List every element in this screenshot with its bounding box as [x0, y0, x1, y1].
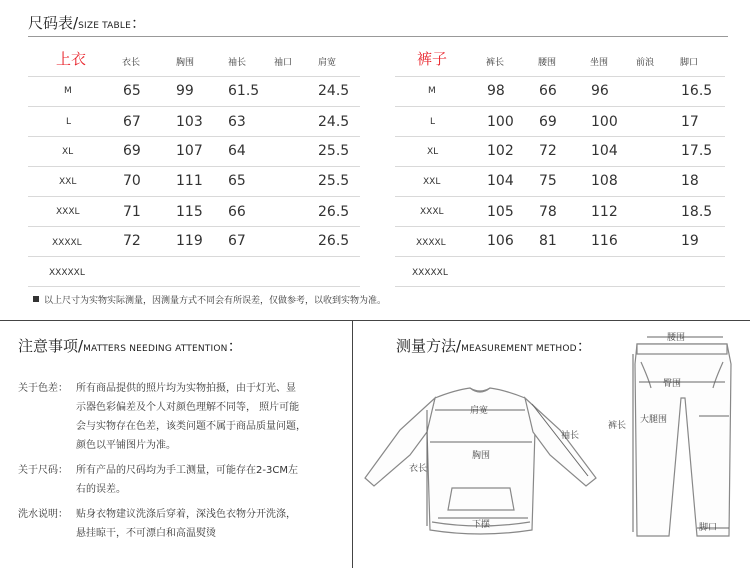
top-value-cell: 24.5: [318, 83, 350, 99]
top-value-cell: 71: [123, 204, 141, 220]
pants-size-cell: XL: [427, 147, 439, 157]
row-line: [28, 226, 360, 227]
note-line: 所有商品提供的照片均为实物拍摄，由于灯光、显: [76, 383, 296, 394]
note-line: 颜色以平铺图片为准。: [76, 440, 176, 451]
pants-header-cuff: 脚口: [680, 58, 699, 68]
top-value-cell: 107: [176, 143, 203, 159]
pants-value-cell: 78: [539, 204, 557, 220]
top-value-cell: 25.5: [318, 173, 350, 189]
note-line: 所有产品的尺码均为手工测量，可能存在2-3CM左: [76, 465, 298, 476]
size-table-footnote: 以上尺寸为实物实际测量，因测量方式不同会有所误差，仅做参考，以收到实物为准。: [44, 296, 387, 306]
pants-value-cell: 18: [681, 173, 699, 189]
pants-value-cell: 66: [539, 83, 557, 99]
row-line: [395, 286, 725, 287]
pants-cuff-label: 脚口: [699, 523, 718, 533]
pants-value-cell: 105: [487, 204, 514, 220]
pants-value-cell: 69: [539, 114, 557, 130]
measurement-title: [396, 335, 592, 356]
size-table-title-cn: 尺码表/: [28, 14, 79, 32]
pants-value-cell: 98: [487, 83, 505, 99]
pants-value-cell: 18.5: [681, 204, 713, 220]
row-line: [395, 166, 725, 167]
washing-text: [76, 505, 296, 543]
top-size-cell: M: [64, 86, 72, 96]
size-table-title-colon: ：: [130, 14, 146, 32]
top-value-cell: 111: [176, 173, 203, 189]
size-note-label: 关于尺码：: [18, 465, 68, 476]
top-value-cell: 61.5: [228, 83, 260, 99]
pants-header-length: 裤长: [486, 58, 505, 68]
top-value-cell: 26.5: [318, 233, 350, 249]
chest-label: 胸围: [472, 451, 491, 461]
pants-category-label: 裤子: [417, 50, 448, 68]
thigh-label: 大腿围: [640, 415, 668, 425]
title-divider: [28, 36, 728, 37]
top-header-cuff: 袖口: [274, 58, 293, 68]
row-line: [395, 226, 725, 227]
row-line: [395, 76, 725, 77]
top-size-cell: L: [66, 117, 72, 127]
column-divider: [352, 320, 353, 568]
attention-title-colon: ：: [227, 337, 243, 355]
shoulder-label: 肩宽: [470, 406, 489, 416]
measurement-title-colon: ：: [576, 337, 592, 355]
measurement-title-cn: 测量方法/: [396, 337, 462, 355]
row-line: [28, 106, 360, 107]
length-label: 衣长: [409, 464, 428, 474]
top-value-cell: 24.5: [318, 114, 350, 130]
pants-value-cell: 17: [681, 114, 699, 130]
row-line: [28, 76, 360, 77]
top-size-cell: XXXXXL: [49, 268, 85, 278]
pants-value-cell: 16.5: [681, 83, 713, 99]
top-value-cell: 72: [123, 233, 141, 249]
top-value-cell: 99: [176, 83, 194, 99]
washing-label: 洗水说明：: [18, 509, 68, 520]
top-value-cell: 115: [176, 204, 203, 220]
note-line: 右的误差。: [76, 484, 126, 495]
pants-header-hip: 坐围: [590, 58, 609, 68]
note-line: 悬挂晾干，不可漂白和高温熨烫: [76, 528, 216, 539]
pants-value-cell: 96: [591, 83, 609, 99]
attention-title-en: MATTERS NEEDING ATTENTION: [83, 344, 228, 354]
top-size-cell: XXL: [59, 177, 77, 187]
row-line: [395, 136, 725, 137]
row-line: [28, 136, 360, 137]
pants-header-waist: 腰围: [538, 58, 557, 68]
top-value-cell: 67: [123, 114, 141, 130]
top-value-cell: 119: [176, 233, 203, 249]
top-header-length: 衣长: [122, 58, 141, 68]
note-line: 贴身衣物建议洗涤后穿着，深浅色衣物分开洗涤，: [76, 509, 296, 520]
row-line: [28, 286, 360, 287]
footnote-bullet: [33, 296, 39, 302]
pants-value-cell: 100: [591, 114, 618, 130]
section-divider: [0, 320, 750, 321]
color-difference-text: [76, 379, 306, 455]
top-header-shoulder: 肩宽: [318, 58, 337, 68]
row-line: [395, 256, 725, 257]
pants-value-cell: 104: [591, 143, 618, 159]
note-line: 会与实物存在色差，该类问题不属于商品质量问题，: [76, 421, 306, 432]
pants-size-cell: XXL: [423, 177, 441, 187]
pants-value-cell: 100: [487, 114, 514, 130]
pants-length-label: 裤长: [608, 421, 627, 431]
note-line: 示器色彩偏差及个人对颜色理解不同等， 照片可能: [76, 402, 300, 413]
pants-size-cell: L: [430, 117, 436, 127]
pants-illustration: [625, 328, 745, 558]
pants-size-cell: XXXXL: [416, 238, 446, 248]
row-line: [395, 196, 725, 197]
row-line: [28, 196, 360, 197]
pants-value-cell: 106: [487, 233, 514, 249]
size-table-title-en: SIZE TABLE: [78, 21, 131, 31]
pants-value-cell: 75: [539, 173, 557, 189]
pants-value-cell: 17.5: [681, 143, 713, 159]
row-line: [395, 106, 725, 107]
pants-value-cell: 102: [487, 143, 514, 159]
top-value-cell: 67: [228, 233, 246, 249]
attention-title: [18, 335, 243, 356]
pants-size-cell: M: [428, 86, 436, 96]
pants-size-cell: XXXXXL: [412, 268, 448, 278]
attention-title-cn: 注意事项/: [18, 337, 84, 355]
top-header-chest: 胸围: [176, 58, 195, 68]
top-header-sleeve: 袖长: [228, 58, 247, 68]
size-table-title: [28, 12, 146, 33]
top-size-cell: XL: [62, 147, 74, 157]
pants-size-cell: XXXL: [420, 207, 444, 217]
waist-label: 腰围: [667, 333, 686, 343]
size-note-text: [76, 461, 298, 499]
color-difference-label: 关于色差：: [18, 383, 68, 394]
top-value-cell: 66: [228, 204, 246, 220]
top-value-cell: 103: [176, 114, 203, 130]
measurement-title-en: MEASUREMENT METHOD: [461, 344, 577, 354]
top-value-cell: 65: [228, 173, 246, 189]
hem-label: 下摆: [472, 520, 491, 530]
hip-label: 臀围: [663, 379, 682, 389]
sleeve-label: 袖长: [561, 431, 580, 441]
pants-value-cell: 19: [681, 233, 699, 249]
pants-value-cell: 72: [539, 143, 557, 159]
top-value-cell: 70: [123, 173, 141, 189]
row-line: [28, 256, 360, 257]
row-line: [28, 166, 360, 167]
pants-value-cell: 81: [539, 233, 557, 249]
pants-value-cell: 104: [487, 173, 514, 189]
top-value-cell: 63: [228, 114, 246, 130]
top-value-cell: 69: [123, 143, 141, 159]
top-value-cell: 65: [123, 83, 141, 99]
top-category-label: 上衣: [56, 50, 87, 68]
top-size-cell: XXXXL: [52, 238, 82, 248]
pants-value-cell: 116: [591, 233, 618, 249]
top-value-cell: 25.5: [318, 143, 350, 159]
pants-header-rise: 前浪: [636, 58, 655, 68]
pants-value-cell: 112: [591, 204, 618, 220]
top-value-cell: 64: [228, 143, 246, 159]
top-size-cell: XXXL: [56, 207, 80, 217]
pants-value-cell: 108: [591, 173, 618, 189]
top-value-cell: 26.5: [318, 204, 350, 220]
